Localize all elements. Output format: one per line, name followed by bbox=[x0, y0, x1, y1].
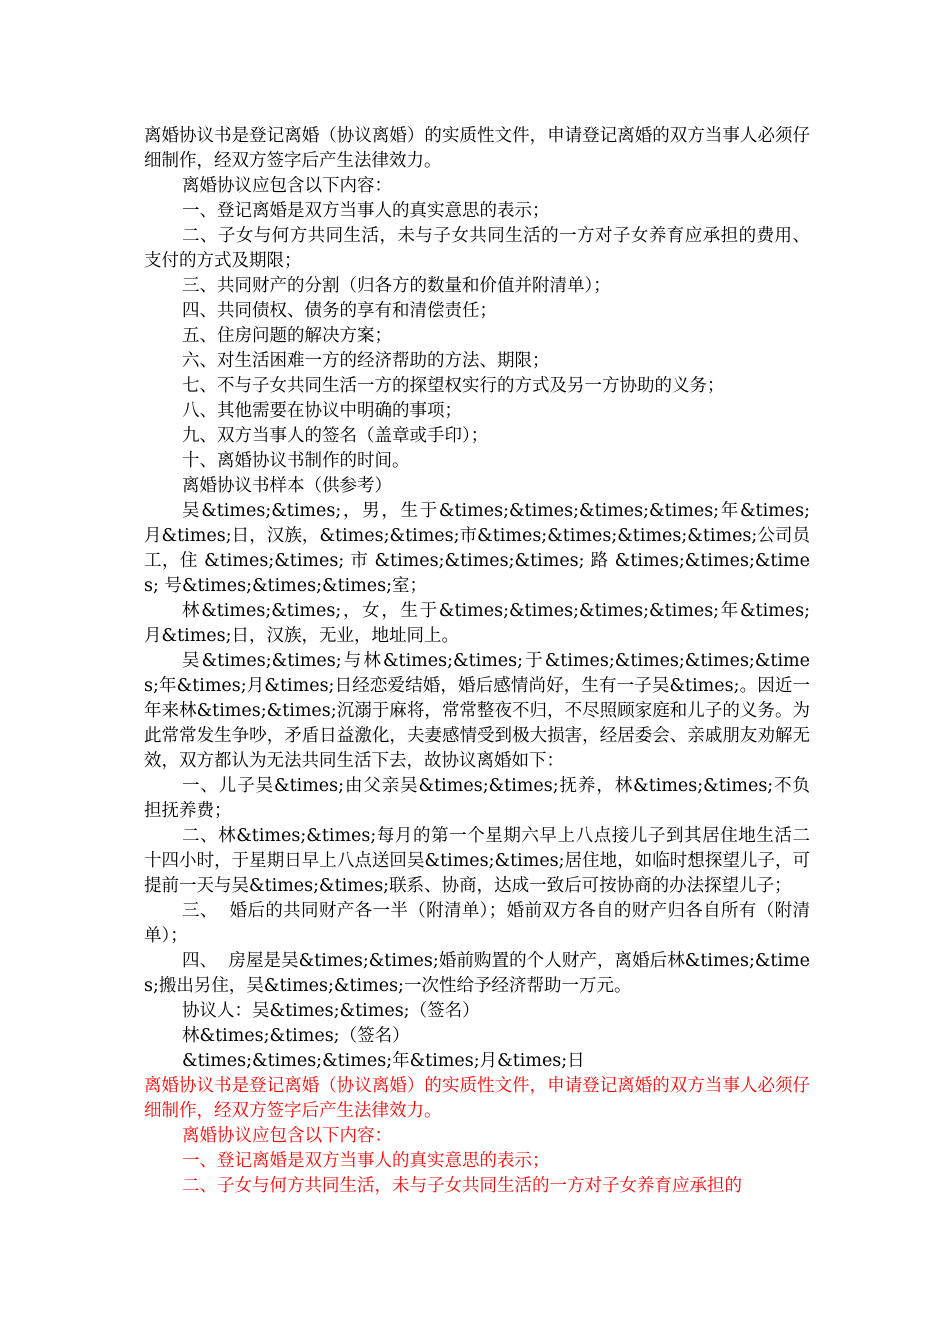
agreement-term: 二、林&times;&times;每月的第一个星期六早上八点接儿子到其居住地生活二十四小时，于星期日早上八点送回吴&times;&times;居住地，如临时想探望儿子，可提前一天与吴&times;&times;联系、协商，达成一致后可按协商的办法探望儿子； bbox=[144, 826, 810, 896]
list-item: 九、双方当事人的签名（盖章或手印）； bbox=[182, 426, 489, 446]
repeat-list-item: 二、子女与何方共同生活，未与子女共同生活的一方对子女养育应承担的 bbox=[182, 1176, 742, 1196]
document-body bbox=[144, 124, 810, 1199]
repeat-contents-heading: 离婚协议应包含以下内容： bbox=[182, 1126, 392, 1146]
party-one-paragraph: 吴&times;&times;，男，生于&times;&times;&times;&times;年&times;月&times;日，汉族，&times;&times;市&times;&times;&times;&times;公司员工，住 &times;&times; 市 &times;&times;&times; 路 &times;&times;&times; 号&times;&times;&times;室； bbox=[144, 501, 810, 596]
contents-heading: 离婚协议应包含以下内容： bbox=[182, 176, 392, 196]
list-item: 三、共同财产的分割（归各方的数量和价值并附清单）； bbox=[182, 276, 611, 296]
background-paragraph: 吴&times;&times;与林&times;&times;于&times;&times;&times;&times;年&times;月&times;日经恋爱结婚，婚后感情尚好，生有一子吴&times;。因近一年来林&times;&times;沉溺于麻将，常常整夜不归，不尽照顾家庭和儿子的义务。为此常常发生争吵，矛盾日益激化，夫妻感情受到极大损害，经居委会、亲戚朋友劝解无效，双方都认为无法共同生活下去，故协议离婚如下： bbox=[144, 651, 810, 771]
signer-line: 协议人：吴&times;&times;（签名） bbox=[182, 1001, 480, 1021]
list-item: 二、子女与何方共同生活，未与子女共同生活的一方对子女养育应承担的费用、支付的方式及期限； bbox=[144, 226, 810, 271]
list-item: 五、住房问题的解决方案； bbox=[182, 326, 392, 346]
intro-paragraph: 离婚协议书是登记离婚（协议离婚）的实质性文件，申请登记离婚的双方当事人必须仔细制作，经双方签字后产生法律效力。 bbox=[144, 126, 810, 171]
list-item: 十、离婚协议书制作的时间。 bbox=[182, 451, 410, 471]
list-item: 一、登记离婚是双方当事人的真实意思的表示； bbox=[182, 201, 550, 221]
sample-heading: 离婚协议书样本（供参考） bbox=[182, 476, 392, 496]
repeat-intro-paragraph: 离婚协议书是登记离婚（协议离婚）的实质性文件，申请登记离婚的双方当事人必须仔细制作，经双方签字后产生法律效力。 bbox=[144, 1076, 810, 1121]
date-line: &times;&times;&times;年&times;月&times;日 bbox=[182, 1051, 585, 1071]
list-item: 六、对生活困难一方的经济帮助的方法、期限； bbox=[182, 351, 550, 371]
agreement-term: 四、 房屋是吴&times;&times;婚前购置的个人财产，离婚后林&times;&times;搬出另住，吴&times;&times;一次性给予经济帮助一万元。 bbox=[144, 951, 810, 996]
list-item: 八、其他需要在协议中明确的事项； bbox=[182, 401, 462, 421]
agreement-term: 三、 婚后的共同财产各一半（附清单）；婚前双方各自的财产归各自所有（附清单）； bbox=[144, 901, 810, 946]
agreement-term: 一、儿子吴&times;由父亲吴&times;&times;抚养，林&times;&times;不负担抚养费； bbox=[144, 776, 810, 821]
list-item: 四、共同债权、债务的享有和清偿责任； bbox=[182, 301, 497, 321]
party-two-paragraph: 林&times;&times;，女，生于&times;&times;&times;&times;年&times;月&times;日，汉族，无业，地址同上。 bbox=[144, 601, 810, 646]
list-item: 七、不与子女共同生活一方的探望权实行的方式及另一方协助的义务； bbox=[182, 376, 725, 396]
repeat-list-item: 一、登记离婚是双方当事人的真实意思的表示； bbox=[182, 1151, 550, 1171]
signer-line: 林&times;&times;（签名） bbox=[182, 1026, 410, 1046]
